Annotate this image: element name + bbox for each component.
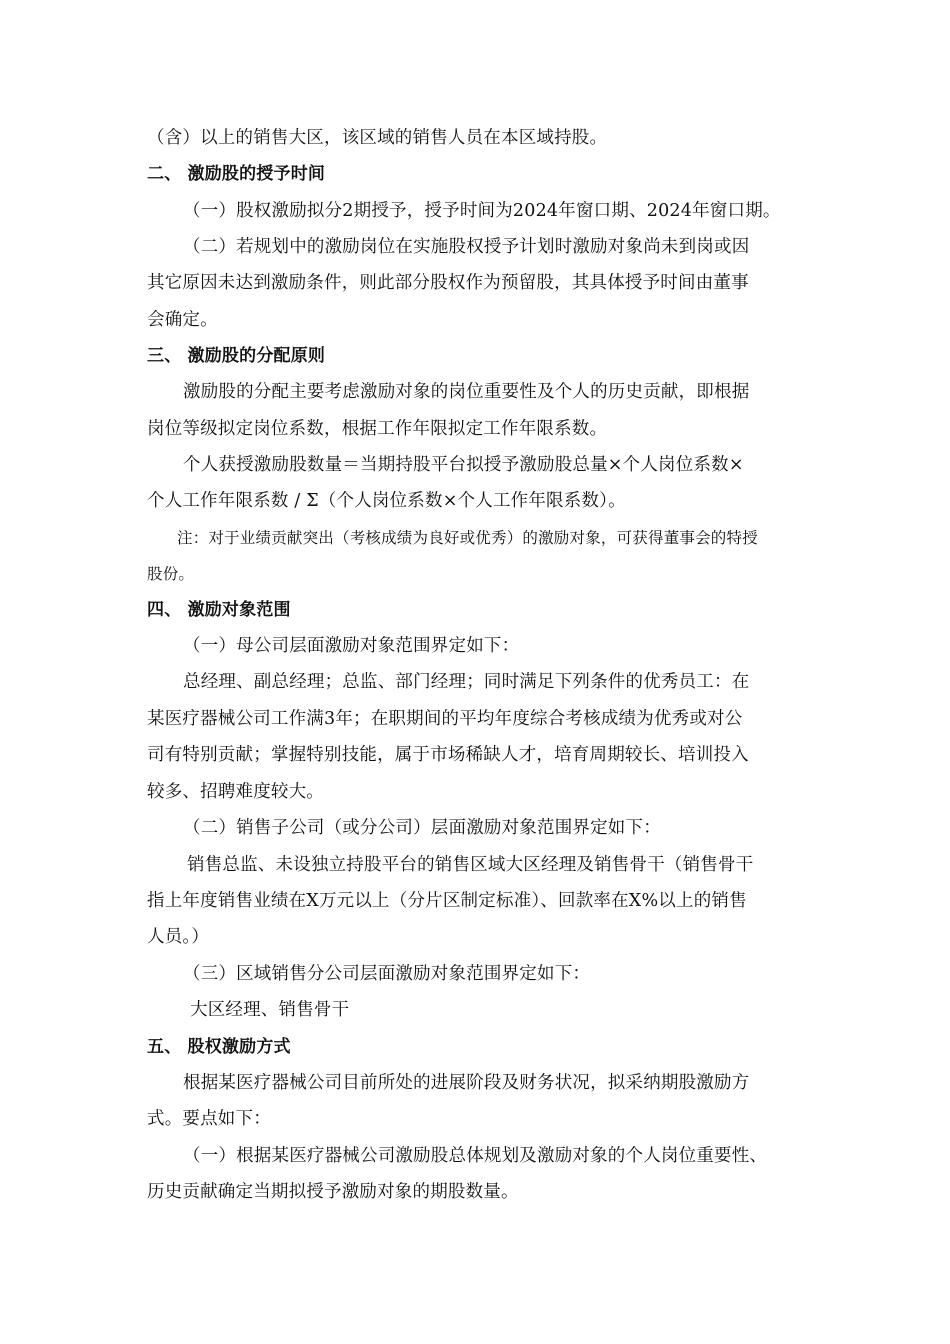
text-line: 较多、招聘难度较大。 (147, 782, 324, 802)
text-line: 司有特别贡献；掌握特别技能，属于市场稀缺人才，培育周期较长、培训投入 (147, 745, 749, 765)
note-line: 注：对于业绩贡献突出（考核成绩为良好或优秀）的激励对象，可获得董事会的特授 (177, 529, 758, 547)
note-line: 股份。 (147, 565, 195, 583)
text-line: （一）根据某医疗器械公司激励股总体规划及激励对象的个人岗位重要性、 (183, 1146, 768, 1166)
text-line: 历史贡献确定当期拟授予激励对象的期股数量。 (147, 1182, 519, 1202)
text-line: 个人工作年限系数 / Σ（个人岗位系数×个人工作年限系数）。 (147, 491, 626, 511)
text-line: 个人获授激励股数量＝当期持股平台拟授予激励股总量×个人岗位系数× (183, 455, 744, 475)
text-line: （二）销售子公司（或分公司）层面激励对象范围界定如下： (183, 818, 661, 838)
section-heading-5: 五、 股权激励方式 (147, 1037, 291, 1057)
text-line: （一）母公司层面激励对象范围界定如下： (183, 636, 520, 656)
text-line: 式。要点如下： (147, 1109, 271, 1129)
text-line: （三）区域销售分公司层面激励对象范围界定如下： (183, 964, 591, 984)
section-heading-3: 三、 激励股的分配原则 (147, 346, 326, 366)
text-line: 指上年度销售业绩在X万元以上（分片区制定标准）、回款率在X%以上的销售 (147, 891, 747, 911)
text-line: （含）以上的销售大区，该区域的销售人员在本区域持股。 (147, 128, 608, 148)
text-line: （一）股权激励拟分2期授予，授予时间为2024年窗口期、2024年窗口期。 (183, 201, 781, 221)
text-line: 人员。） (147, 927, 210, 947)
section-heading-4: 四、 激励对象范围 (147, 600, 291, 620)
text-line: 总经理、副总经理；总监、部门经理；同时满足下列条件的优秀员工：在 (183, 672, 750, 692)
text-line: 激励股的分配主要考虑激励对象的岗位重要性及个人的历史贡献，即根据 (183, 382, 750, 402)
text-line: 其它原因未达到激励条件，则此部分股权作为预留股，其具体授予时间由董事 (147, 273, 749, 293)
text-line: 销售总监、未设独立持股平台的销售区域大区经理及销售骨干（销售骨干 (187, 855, 754, 875)
text-line: 会确定。 (147, 310, 218, 330)
text-line: （二）若规划中的激励岗位在实施股权授予计划时激励对象尚未到岗或因 (183, 237, 750, 257)
section-heading-2: 二、 激励股的授予时间 (147, 164, 326, 184)
text-line: 岗位等级拟定岗位系数，根据工作年限拟定工作年限系数。 (147, 419, 608, 439)
text-line: 根据某医疗器械公司目前所处的进展阶段及财务状况，拟采纳期股激励方 (183, 1073, 750, 1093)
text-line: 大区经理、销售骨干 (190, 1000, 350, 1020)
text-line: 某医疗器械公司工作满3年；在职期间的平均年度综合考核成绩为优秀或对公 (147, 709, 743, 729)
